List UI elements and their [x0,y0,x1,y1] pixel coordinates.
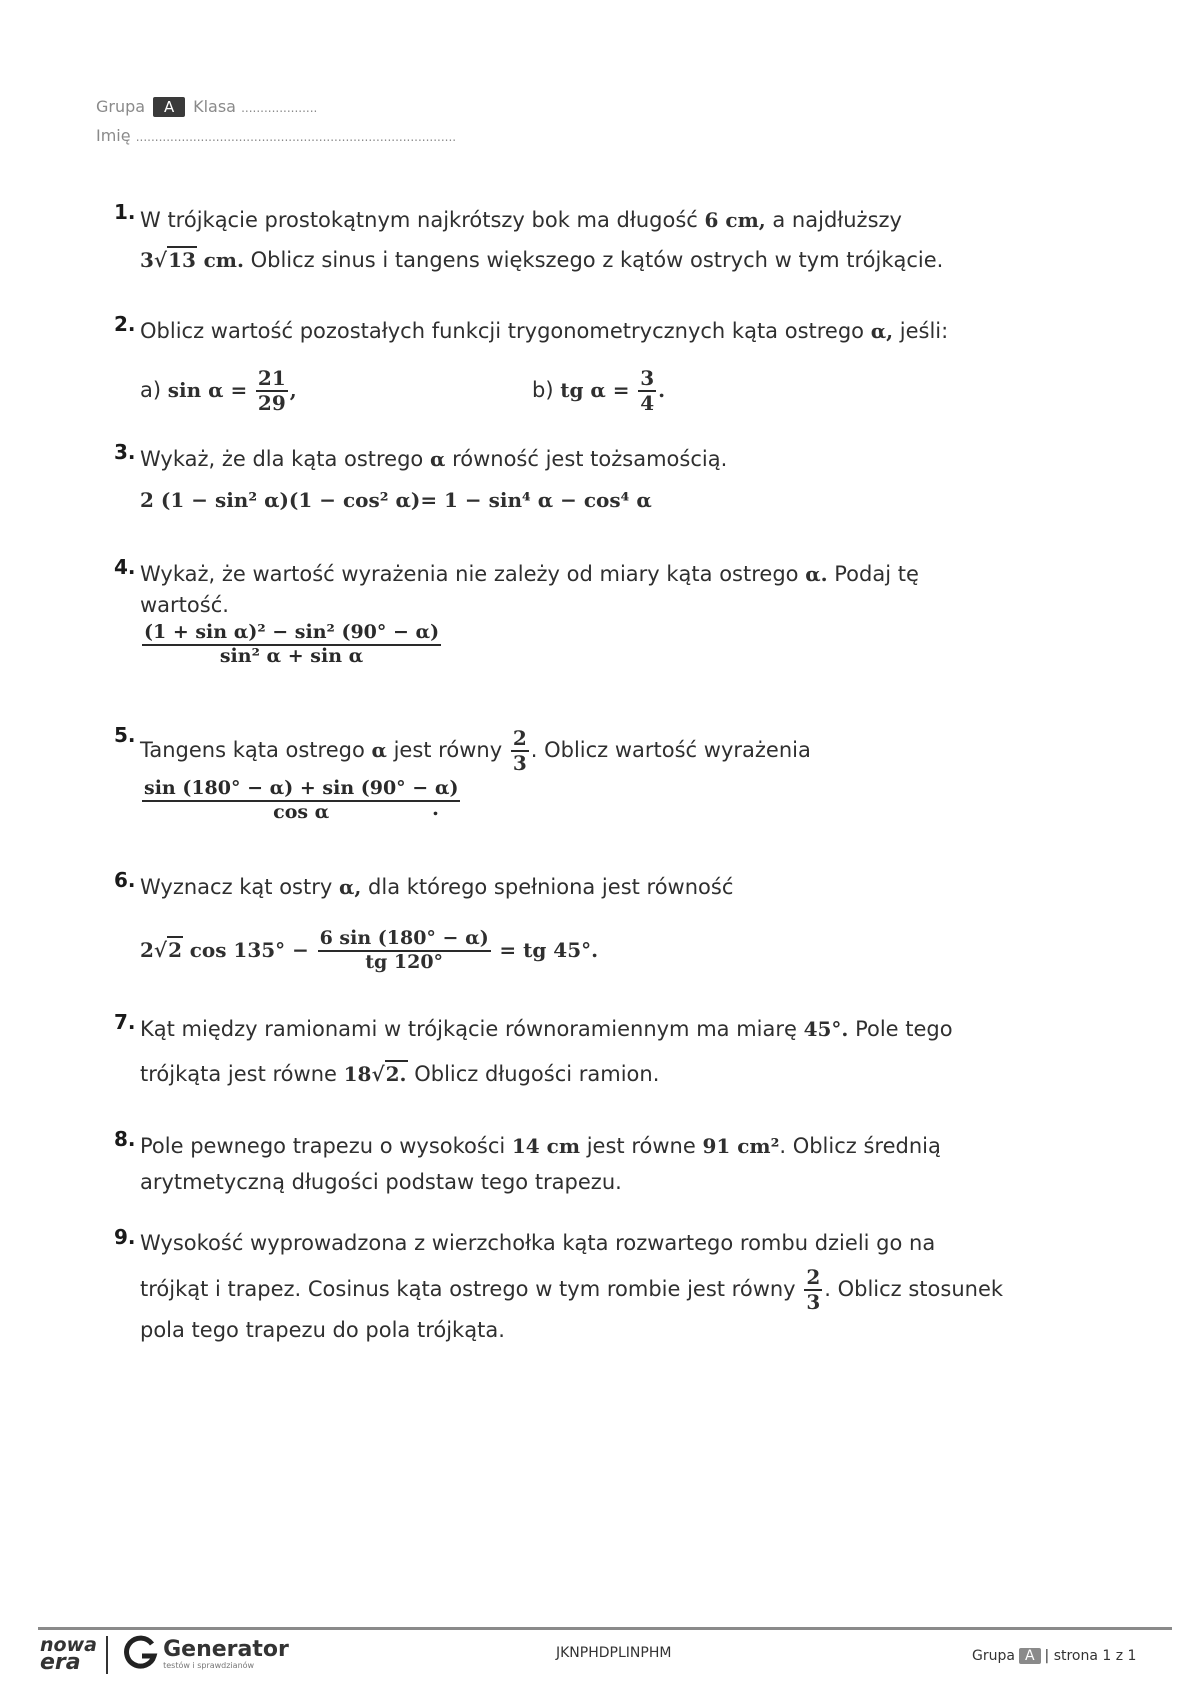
task-5-frac-den: 3 [512,751,527,775]
task-7-text-3: trójkąta jest równe [140,1062,337,1086]
task-5-text-2: jest równy [393,738,503,762]
task-7-line-2: trójkąta jest równe 18√2. Oblicz długości ramion. [140,1062,660,1086]
task-1-unit: cm. [203,248,244,272]
task-6-rhs: = tg 45°. [499,938,599,962]
task-4-line-2: wartość. [140,593,229,617]
footer-logo-nowa-era [40,1634,97,1675]
task-3-equation: 2 (1 − sin² α)(1 − cos² α)= 1 − sin⁴ α − cos⁴ α [140,488,652,512]
task-1-coef: 3 [140,248,154,272]
header-group-line [96,97,317,117]
class-label: Klasa [193,97,236,116]
task-1-line-1 [140,200,902,240]
task-6-denominator: tg 120° [365,951,444,973]
task-2-b-fraction [638,367,656,415]
footer-group-badge: A [1019,1648,1041,1664]
footer-group-label: Grupa [972,1648,1015,1664]
task-9-fraction [804,1266,822,1314]
class-dots: .................... [241,101,318,115]
task-5-end: . [432,796,439,820]
task-4-fraction [142,622,441,668]
task-5-math: α [371,738,387,762]
task-8-text-3: . Oblicz średnią [779,1134,941,1158]
task-7-number: 7. [114,1010,136,1034]
task-3-line-1 [140,439,727,479]
task-8-math: 14 cm [511,1134,581,1158]
task-2-text: Oblicz wartość pozostałych funkcji trygonometrycznych kąta ostrego [140,319,865,343]
task-9-line-1: Wysokość wyprowadzona z wierzchołka kąta rozwartego rombu dzieli go na [140,1231,936,1255]
task-2-a-end: , [289,378,297,402]
task-8-text: Pole pewnego trapezu o wysokości [140,1134,506,1158]
footer-logo-separator [106,1636,108,1674]
logo-generator-text: Generator [163,1636,289,1662]
logo-sub-text: testów i sprawdzianów [163,1660,255,1670]
task-7-text-2: Pole tego [855,1017,953,1041]
task-8-line-2: arytmetyczną długości podstaw tego trapezu. [140,1170,622,1194]
task-1-text: W trójkącie prostokątnym najkrótszy bok ma długość [140,208,698,232]
task-9-frac-den: 3 [806,1290,821,1314]
task-1-radicand: 13 [168,248,196,272]
task-1-math: 6 cm, [704,208,766,232]
footer-page-text: | strona 1 z 1 [1044,1648,1137,1664]
task-7-math: 45°. [803,1017,849,1041]
task-7-text: Kąt między ramionami w trójkącie równoramiennym ma miarę [140,1017,797,1041]
task-6-math: α, [338,875,362,899]
task-2-number: 2. [114,312,136,336]
task-7-text-4: Oblicz długości ramion. [414,1062,660,1086]
footer-logo-generator [122,1634,289,1674]
task-2-math: α, [870,319,894,343]
task-6-text: Wyznacz kąt ostry [140,875,333,899]
task-3-number: 3. [114,440,136,464]
task-2-a-label: a) [140,378,162,402]
task-1-line-2: 3√13 cm. Oblicz sinus i tangens większego z kątów ostrych w tym trójkącie. [140,248,944,272]
task-3-math: α [429,447,446,471]
logo-era-text: era [40,1650,81,1675]
footer-divider [38,1627,1172,1630]
task-6-text-2: dla którego spełniona jest równość [368,875,734,899]
task-9-text-3: . Oblicz stosunek [824,1277,1004,1301]
task-6-coef: 2 [140,938,154,962]
task-8-text-2: jest równe [586,1134,696,1158]
task-6-fraction [318,928,491,974]
footer-code: JKNPHDPLINPHM [556,1645,672,1661]
task-8-line-1 [140,1126,941,1166]
task-9-text-2: trójkąt i trapez. Cosinus kąta ostrego w tym rombie jest równy [140,1277,796,1301]
task-3-text: Wykaż, że dla kąta ostrego [140,447,424,471]
footer-page-info [972,1648,1136,1664]
name-dots: .................................................................................... [135,130,457,144]
task-5-denominator: cos α [273,800,330,823]
task-2-b-lhs: tg α = [560,378,630,402]
task-6-radicand: 2 [168,938,182,962]
task-4-text-2: Podaj tę [834,562,919,586]
task-9-frac-num: 2 [806,1265,821,1289]
group-badge: A [153,97,185,117]
task-8-math-2: 91 cm² [702,1134,780,1158]
task-2-line-1 [140,311,948,351]
task-4-denominator: sin² α + sin α [219,644,364,667]
task-2-b-den: 4 [640,391,655,415]
task-5-expression [142,778,460,824]
task-9-number: 9. [114,1225,136,1249]
name-label: Imię [96,126,131,145]
task-2-a-fraction [256,367,288,415]
task-2-text-2: jeśli: [899,319,949,343]
task-3-text-2: równość jest tożsamością. [452,447,728,471]
task-6-numerator: 6 sin (180° − α) [318,928,491,952]
task-4-numerator: (1 + sin α)² − sin² (90° − α) [142,622,441,646]
task-6-equation: 2√2 cos 135° − $\frac{6 \sin (180^\circ - \alpha)}{tg 120^\circ}$ = tg 45°. [140,927,599,973]
task-1-text-2: a najdłuższy [772,208,902,232]
task-1-text-3: Oblicz sinus i tangens większego z kątów ostrych w tym trójkącie. [250,248,944,272]
task-9-line-3: pola tego trapezu do pola trójkąta. [140,1318,505,1342]
task-2-b-num: 3 [640,366,655,390]
task-4-math: α. [805,562,828,586]
task-5-frac-num: 2 [512,726,527,750]
task-1-number: 1. [114,200,136,224]
task-5-number: 5. [114,723,136,747]
task-2-part-b [532,360,665,420]
task-8-number: 8. [114,1127,136,1151]
task-2-part-a [140,360,297,420]
task-4-number: 4. [114,555,136,579]
task-7-coef: 18 [343,1062,372,1086]
task-6-line-1 [140,867,733,907]
task-4-text: Wykaż, że wartość wyrażenia nie zależy od miary kąta ostrego [140,562,799,586]
task-2-a-num: 21 [257,366,286,390]
task-5-text-3: . Oblicz wartość wyrażenia [530,738,811,762]
group-label: Grupa [96,97,146,116]
task-2-b-label: b) [532,378,554,402]
task-2-a-den: 29 [257,391,286,415]
task-6-term: cos 135° − [189,938,309,962]
task-7-radicand: 2. [385,1062,407,1086]
task-4-line-1 [140,554,919,594]
task-2-b-end: . [658,378,666,402]
task-5-fraction [511,727,529,775]
task-7-line-1 [140,1009,953,1049]
task-5-text: Tangens kąta ostrego [140,738,365,762]
task-6-number: 6. [114,868,136,892]
task-5-line-1 [140,722,811,778]
header-name-line [96,126,456,145]
task-2-a-lhs: sin α = [167,378,248,402]
logo-nowa-text: nowa [40,1634,97,1656]
generator-logo-icon [122,1634,158,1674]
task-5-numerator: sin (180° − α) + sin (90° − α) [142,778,460,802]
